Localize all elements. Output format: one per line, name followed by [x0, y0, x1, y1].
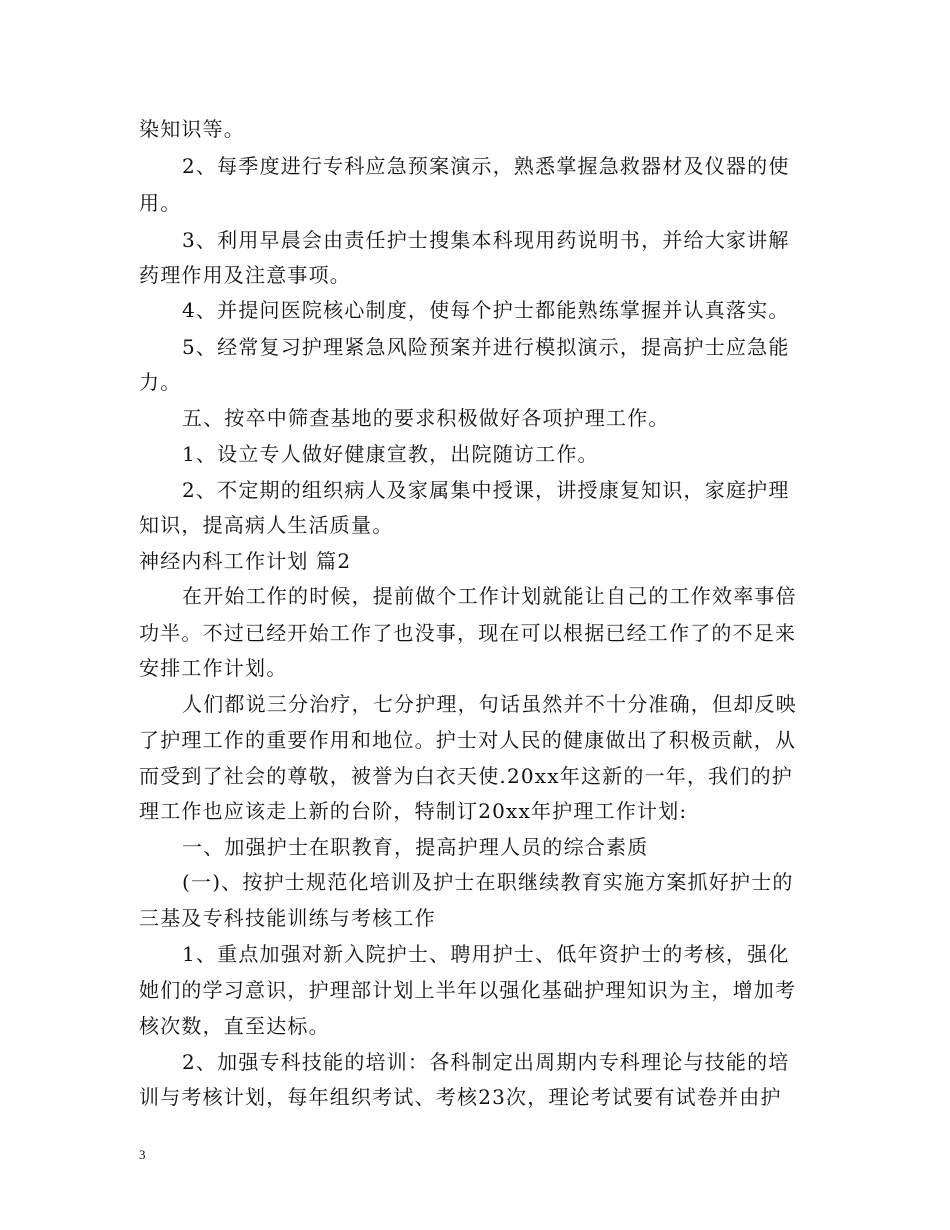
text-line: 5、经常复习护理紧急风险预案并进行模拟演示，提高护士应急能 [182, 335, 790, 359]
text-line: 而受到了社会的尊敬，被誉为白衣天使.20xx年这新的一年，我们的护 [139, 764, 793, 788]
text-line: 2、不定期的组织病人及家属集中授课，讲授康复知识，家庭护理 [182, 478, 790, 502]
text-line: 在开始工作的时候，提前做个工作计划就能让自己的工作效率事倍 [182, 584, 797, 608]
text-line: 三基及专科技能训练与考核工作 [139, 906, 436, 930]
article-title: 神经内科工作计划 篇2 [139, 549, 352, 573]
text-line: 理工作也应该走上新的台阶，特制订20xx年护理工作计划: [139, 799, 688, 823]
text-line: 1、设立专人做好健康宣教，出院随访工作。 [182, 442, 599, 466]
text-line: 力。 [139, 370, 182, 394]
page-number: 3 [139, 1147, 146, 1162]
text-line: 2、每季度进行专科应急预案演示，熟悉掌握急救器材及仪器的使 [182, 154, 790, 178]
text-line: 用。 [139, 191, 182, 215]
text-line: 训与考核计划，每年组织考试、考核23次，理论考试要有试卷并由护 [139, 1085, 782, 1109]
text-line: 3、利用早晨会由责任护士搜集本科现用药说明书，并给大家讲解 [182, 228, 790, 252]
text-line: 知识，提高病人生活质量。 [139, 513, 394, 537]
section-heading: 五、按卒中筛查基地的要求积极做好各项护理工作。 [182, 406, 670, 430]
text-line: 4、并提问医院核心制度，使每个护士都能熟练掌握并认真落实。 [182, 298, 790, 322]
text-line: 安排工作计划。 [139, 656, 288, 680]
text-line: 药理作用及注意事项。 [139, 263, 351, 287]
text-line: 2、加强专科技能的培训：各科制定出周期内专科理论与技能的培 [182, 1050, 790, 1074]
text-line: 1、重点加强对新入院护士、聘用护士、低年资护士的考核，强化 [182, 942, 790, 966]
section-heading: 一、加强护士在职教育，提高护理人员的综合素质 [182, 835, 649, 859]
text-line: 她们的学习意识，护理部计划上半年以强化基础护理知识为主，增加考 [139, 978, 797, 1002]
text-line: 功半。不过已经开始工作了也没事，现在可以根据已经工作了的不足来 [139, 621, 797, 645]
text-line: 核次数，直至达标。 [139, 1014, 330, 1038]
text-line: (一)、按护士规范化培训及护士在职继续教育实施方案抓好护士的 [182, 870, 794, 894]
text-line: 了护理工作的重要作用和地位。护士对人民的健康做出了积极贡献，从 [139, 728, 797, 752]
text-line: 染知识等。 [139, 117, 245, 141]
text-line: 人们都说三分治疗，七分护理，句话虽然并不十分准确，但却反映 [182, 692, 797, 716]
